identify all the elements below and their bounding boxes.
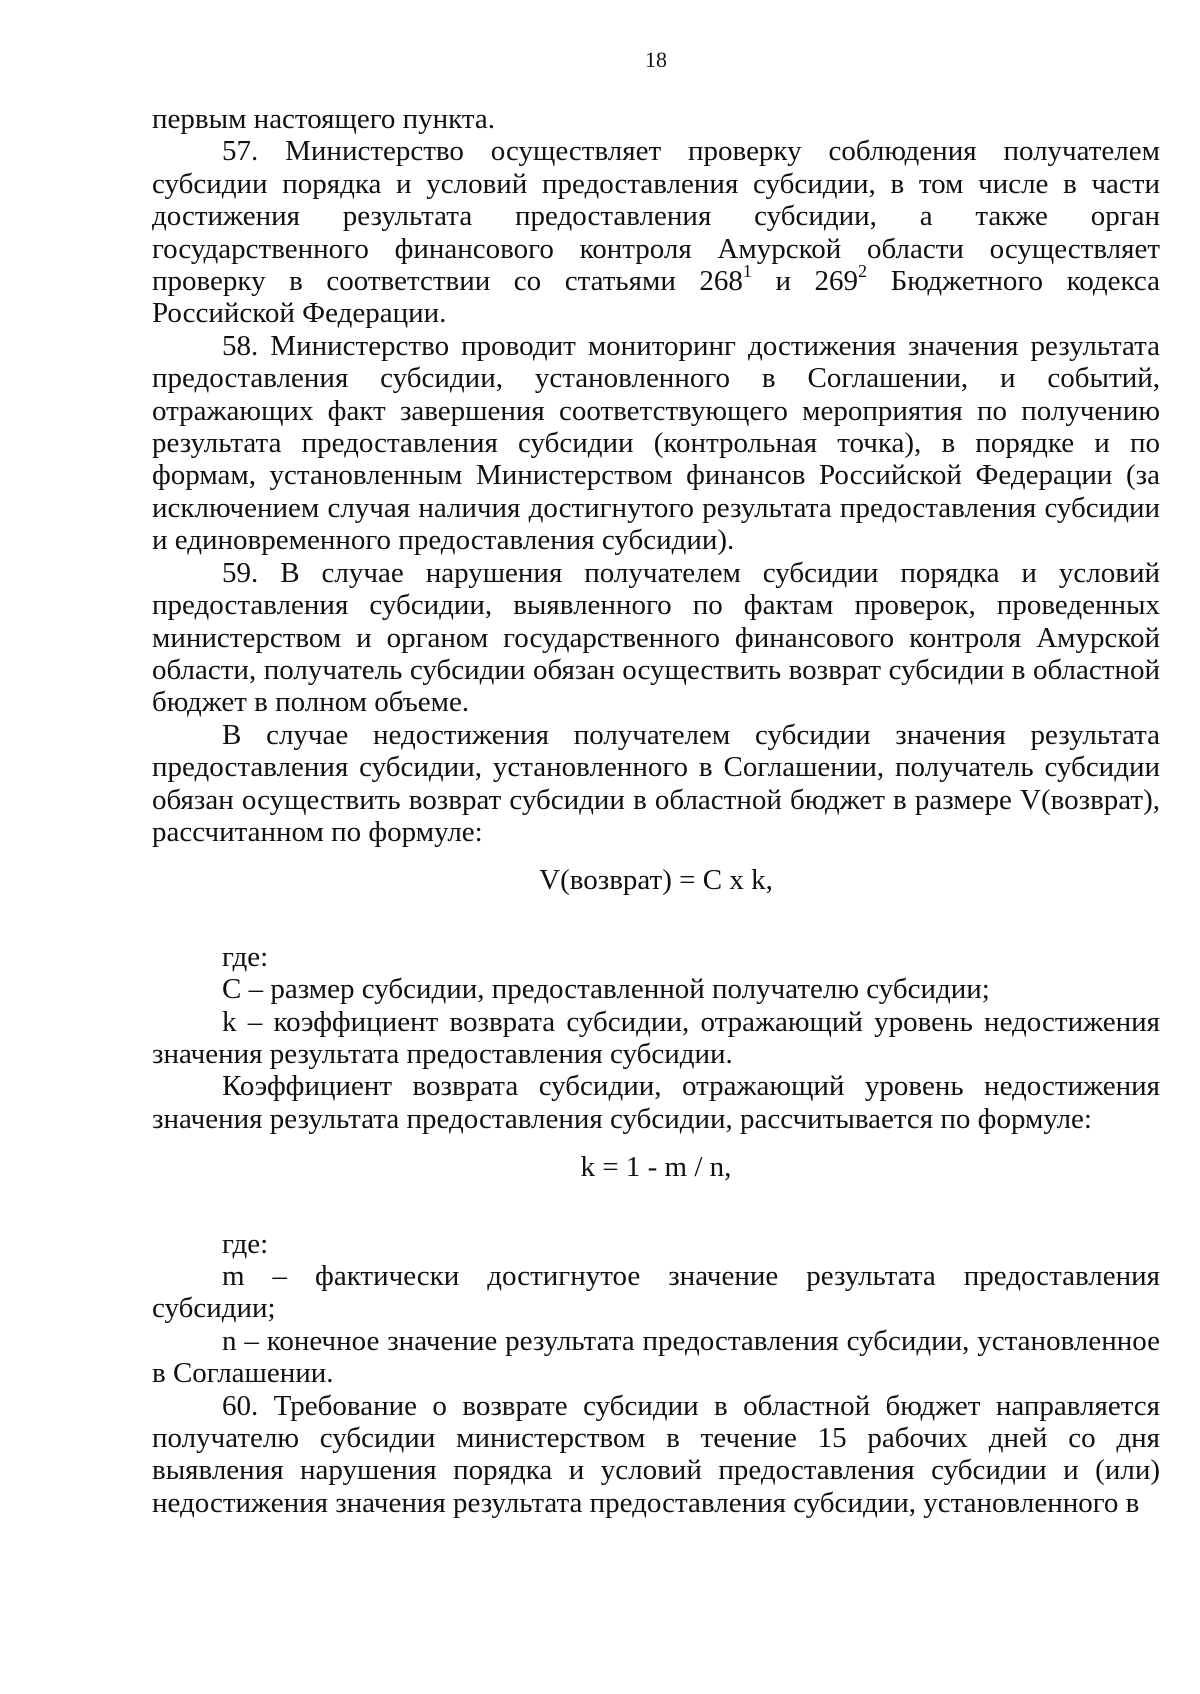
superscript: 2: [858, 261, 868, 282]
page-number: 18: [645, 47, 667, 72]
paragraph: 58. Министерство проводит мониторинг достижения значения результата предоставления субсидии, установленного в Соглашении, и событий, отражающих факт завершения соответствующего мероприятия по получению результата предоставления субсидии (контрольная точка), в порядке и по формам, установленным Министерством финансов Российской Федерации (за исключением случая наличия достигнутого результата предоставления субсидии и единовременного предоставления субсидии).: [152, 329, 1160, 557]
paragraph: В случае недостижения получателем субсидии значения результата предоставления субсидии, установленного в Соглашении, получатель субсидии обязан осуществить возврат субсидии в областной бюджет в размере V(возврат), рассчитанном по формуле:: [152, 718, 1160, 848]
formula: k = 1 - m / n,: [580, 1151, 732, 1184]
paragraph: C – размер субсидии, предоставленной получателю субсидии;: [222, 973, 990, 1006]
text-run: и 269: [751, 265, 859, 298]
text-run: Бюджетного кодекса Российской Федерации.: [152, 265, 1160, 330]
paragraph: Коэффициент возврата субсидии, отражающий уровень недостижения значения результата предоставления субсидии, рассчитывается по формуле:: [152, 1070, 1160, 1135]
formula: V(возврат) = C x k,: [539, 864, 773, 897]
paragraph: m – фактически достигнутое значение результата предоставления субсидии;: [152, 1260, 1160, 1325]
paragraph: первым настоящего пункта.: [152, 103, 496, 135]
document-body: [152, 103, 1160, 1519]
text-run: 57. Министерство осуществляет проверку соблюдения получателем субсидии порядка и условий предоставления субсидии, в том числе в части достижения результата предоставления субсидии, а также орган государственного финансового контроля Амурской области осуществляет проверку в соответствии со статьями 268: [152, 135, 1160, 298]
superscript: 1: [742, 261, 752, 282]
paragraph: [152, 135, 1160, 329]
paragraph: n – конечное значение результата предоставления субсидии, установленное в Соглашении.: [152, 1324, 1160, 1390]
paragraph: k – коэффициент возврата субсидии, отражающий уровень недостижения значения результата предоставления субсидии.: [152, 1005, 1160, 1070]
paragraph: где:: [222, 940, 269, 973]
paragraph: где:: [222, 1227, 269, 1260]
paragraph: 60. Требование о возврате субсидии в областной бюджет направляется получателю субсидии министерством в течение 15 рабочих дней со дня выявления нарушения порядка и условий предоставления субсидии и (или) недостижения значения результата предоставления субсидии, установленного в: [152, 1389, 1160, 1519]
paragraph: 59. В случае нарушения получателем субсидии порядка и условий предоставления субсидии, выявленного по фактам проверок, проведенных министерством и органом государственного финансового контроля Амурской области, получатель субсидии обязан осуществить возврат субсидии в областной бюджет в полном объеме.: [152, 556, 1160, 719]
